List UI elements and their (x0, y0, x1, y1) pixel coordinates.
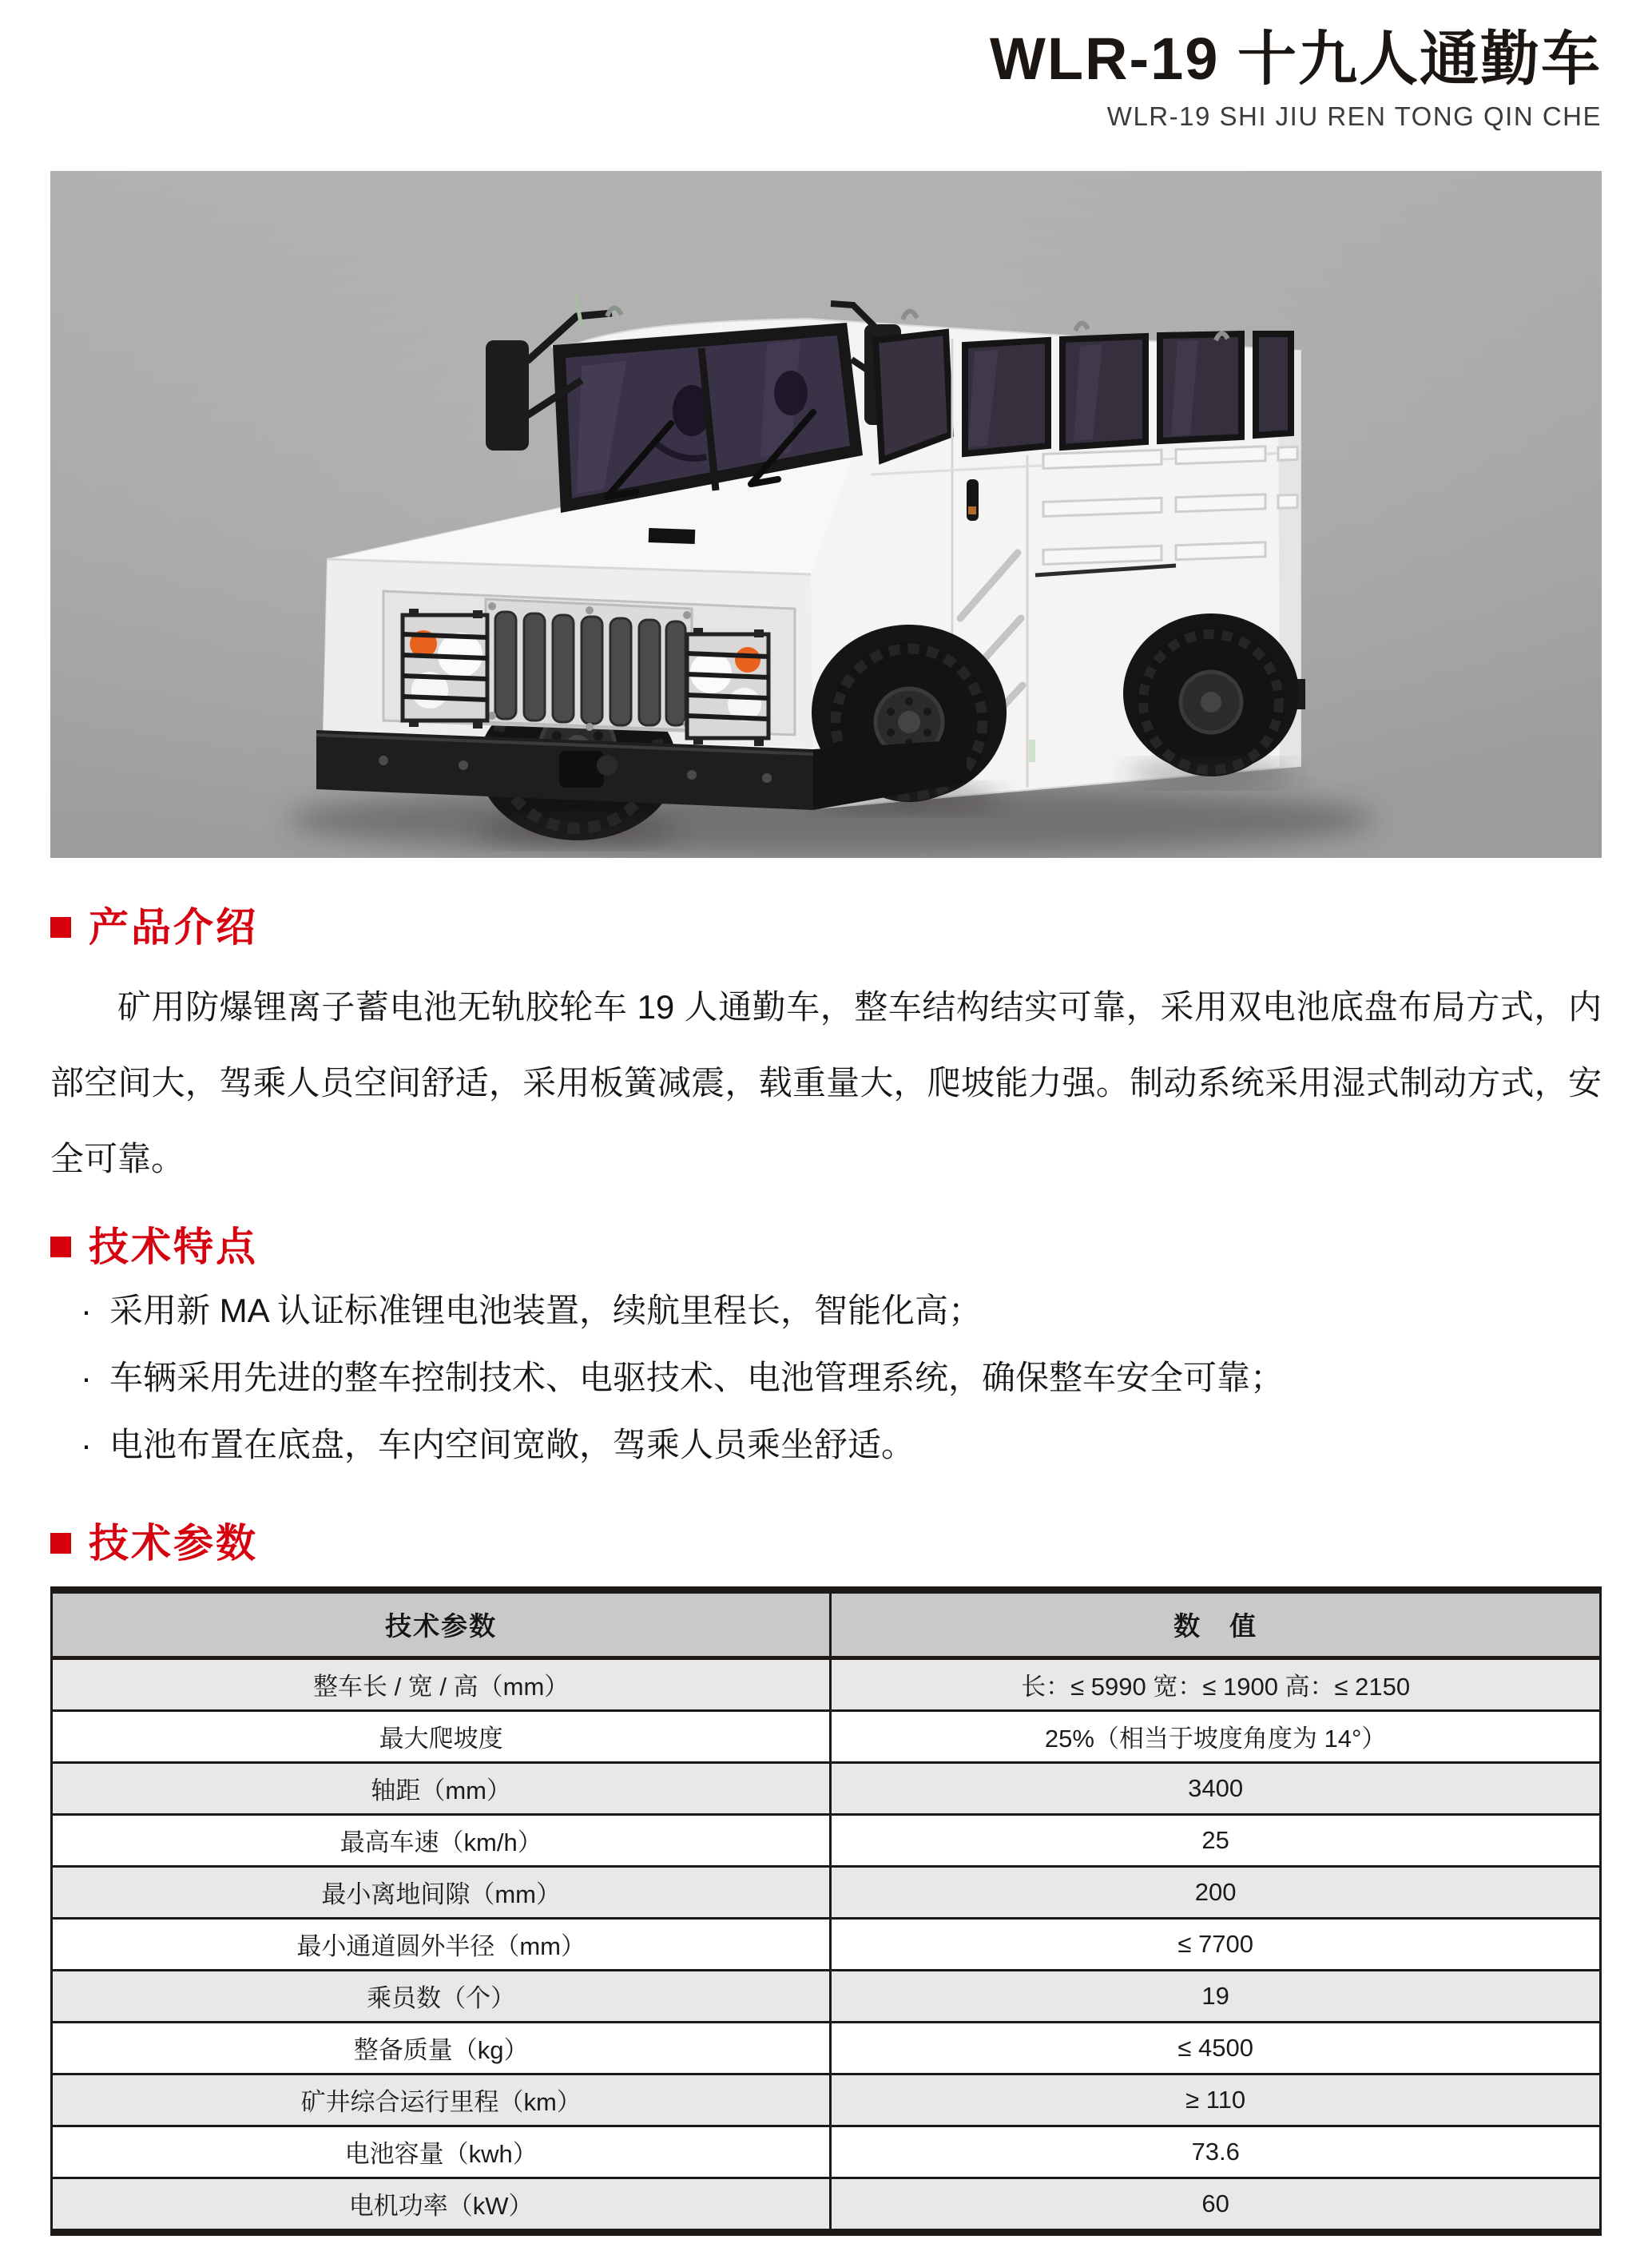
table-row (52, 2126, 1601, 2178)
intro-heading: 产品介绍 (89, 904, 258, 950)
specs-table-header-row (52, 1590, 1601, 1658)
page-title: WLR-19 十九人通勤车 (990, 26, 1602, 92)
param-cell: 最小通道圆外半径（mm） (52, 1918, 831, 1970)
page-subtitle: WLR-19 SHI JIU REN TONG QIN CHE (1106, 101, 1602, 131)
specs-heading: 技术参数 (89, 1520, 258, 1566)
dot-bullet-icon: · (81, 1358, 92, 1396)
table-row (52, 1658, 1601, 1710)
specs-table (50, 1586, 1602, 2236)
param-cell: 整车长 / 宽 / 高（mm） (52, 1658, 831, 1710)
param-cell: 最高车速（km/h） (52, 1814, 831, 1866)
feature-item (81, 1344, 1602, 1411)
table-row (52, 2178, 1601, 2232)
table-row (52, 1970, 1601, 2022)
features-heading: 技术特点 (89, 1224, 258, 1269)
door-handle (967, 479, 979, 521)
value-cell: 25%（相当于坡度角度为 14°） (831, 1710, 1601, 1762)
value-cell: 60 (831, 2178, 1601, 2232)
param-cell: 电机功率（kW） (52, 2178, 831, 2232)
param-cell: 整备质量（kg） (52, 2022, 831, 2074)
red-square-bullet-icon (50, 1533, 71, 1554)
param-cell: 矿井综合运行里程（km） (52, 2074, 831, 2126)
table-row (52, 1710, 1601, 1762)
table-row (52, 1814, 1601, 1866)
dot-bullet-icon: · (81, 1291, 92, 1329)
left-headlight (403, 609, 487, 729)
value-cell: 3400 (831, 1762, 1601, 1814)
value-cell: ≥ 110 (831, 2074, 1601, 2126)
feature-text: 电池布置在底盘，车内空间宽敞，驾乘人员乘坐舒适。 (109, 1425, 915, 1463)
rear-wheel (1137, 628, 1285, 776)
tow-hitch (559, 751, 604, 788)
red-square-bullet-icon (50, 1237, 71, 1257)
column-header-value: 数 值 (831, 1590, 1601, 1658)
side-windows (965, 334, 1291, 454)
table-row (52, 2074, 1601, 2126)
value-cell: 长：≤ 5990 宽：≤ 1900 高：≤ 2150 (831, 1658, 1601, 1710)
intro-paragraph: 矿用防爆锂离子蓄电池无轨胶轮车 19 人通勤车，整车结构结实可靠，采用双电池底盘布局方式，内部空间大，驾乘人员空间舒适，采用板簧减震，载重量大，爬坡能力强。制动系统采用湿式制动方式，安全可靠。 (50, 987, 1602, 1177)
table-row (52, 1866, 1601, 1918)
features-header (50, 1225, 1602, 1269)
param-cell: 乘员数（个） (52, 1970, 831, 2022)
column-header-param: 技术参数 (52, 1590, 831, 1658)
param-cell: 电池容量（kwh） (52, 2126, 831, 2178)
cab-door-window (876, 332, 951, 460)
table-row (52, 1762, 1601, 1814)
specs-header (50, 1522, 1602, 1566)
red-square-bullet-icon (50, 917, 71, 938)
value-cell: 25 (831, 1814, 1601, 1866)
section-features (50, 1225, 1602, 1479)
section-intro (50, 906, 1602, 1197)
front-grille-assembly (383, 591, 795, 746)
value-cell: 73.6 (831, 2126, 1601, 2178)
hood-vent (649, 528, 696, 544)
vehicle-render-svg (50, 171, 1602, 858)
specs-table-body (52, 1658, 1601, 2232)
value-cell: ≤ 7700 (831, 1918, 1601, 1970)
table-row (52, 2022, 1601, 2074)
param-cell: 最小离地间隙（mm） (52, 1866, 831, 1918)
feature-item (81, 1411, 1602, 1479)
value-cell: ≤ 4500 (831, 2022, 1601, 2074)
value-cell: 200 (831, 1866, 1601, 1918)
section-specs (50, 1522, 1602, 2236)
doc-header (50, 0, 1602, 133)
table-row (52, 1918, 1601, 1970)
vehicle-figure (50, 171, 1602, 858)
dot-bullet-icon: · (81, 1425, 92, 1463)
feature-text: 车辆采用先进的整车控制技术、电驱技术、电池管理系统，确保整车安全可靠； (109, 1358, 1285, 1396)
intro-header (50, 906, 1602, 950)
feature-text: 采用新 MA 认证标准锂电池装置，续航里程长，智能化高； (109, 1291, 983, 1329)
feature-item (81, 1277, 1602, 1344)
side-window (1256, 334, 1291, 435)
param-cell: 最大爬坡度 (52, 1710, 831, 1762)
value-cell: 19 (831, 1970, 1601, 2022)
features-list (50, 1277, 1602, 1479)
right-headlight (687, 628, 768, 746)
param-cell: 轴距（mm） (52, 1762, 831, 1814)
